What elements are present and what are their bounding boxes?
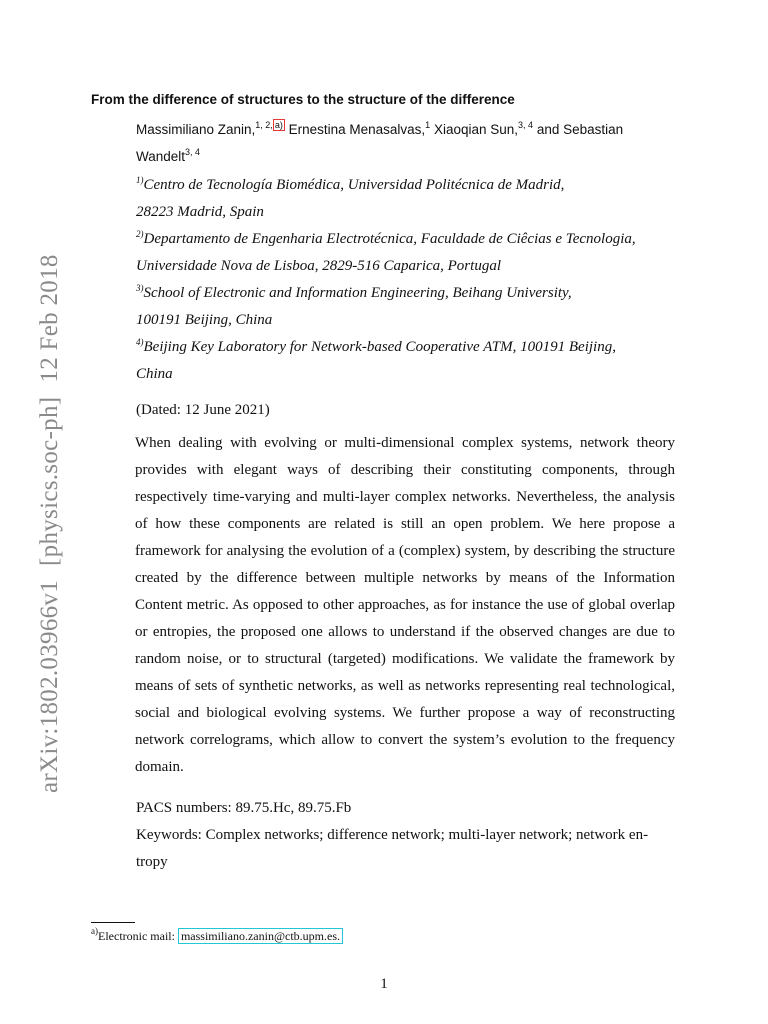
affiliation-text: School of Electronic and Information Engineering, Beihang University,	[143, 285, 572, 301]
footnote-rule	[91, 922, 135, 923]
affiliation-text: Centro de Tecnología Biomédica, Universidad Politécnica de Madrid,	[143, 177, 565, 193]
arxiv-date: 12 Feb 2018	[36, 254, 63, 383]
dated-line: (Dated: 12 June 2021)	[136, 402, 270, 418]
affiliation-3-line-2: 100191 Beijing, China	[136, 312, 273, 328]
affiliation-1-line-1	[136, 177, 564, 194]
author-name: Massimiliano Zanin,	[136, 122, 256, 137]
affiliation-1-line-2: 28223 Madrid, Spain	[136, 204, 264, 220]
affiliation-4-line-1	[136, 339, 616, 356]
keywords-line-1: Keywords: Complex networks; difference network; multi-layer network; network en-	[136, 827, 649, 843]
footnote-label: Electronic mail:	[98, 929, 175, 943]
paper-title: From the difference of structures to the structure of the difference	[91, 92, 515, 107]
page-number: 1	[380, 976, 388, 992]
affiliation-mark: 1)	[136, 175, 144, 185]
abstract: When dealing with evolving or multi-dimensional complex systems, network theory provides with elegant ways of describing their constituting components, through respectively time-varying and multi-layer complex networks. Nevertheless, the analysis of how these components are related is still an open problem. We here propose a framework for analysing the evolution of a (complex) system, by describing the structure created by the difference between multiple networks by means of the Information Content metric. As opposed to other approaches, as for instance the use of global overlap or entropies, the proposed one allows to understand if the observed changes are due to random noise, or to structural (targeted) modifications. We validate the framework by means of sets of synthetic networks, as well as networks representing real technological, social and biological evolving systems. We further propose a way of reconstructing network correlograms, which allow to convert the system’s evolution to the frequency domain.	[135, 435, 675, 775]
affiliation-mark: 4)	[136, 337, 144, 347]
email-link[interactable]: massimiliano.zanin@ctb.upm.es.	[178, 928, 343, 944]
affiliation-mark: 2)	[136, 229, 144, 239]
author-line-1	[136, 122, 623, 137]
affiliation-2-line-2: Universidade Nova de Lisboa, 2829-516 Caparica, Portugal	[136, 258, 501, 274]
arxiv-id: arXiv:1802.03966v1	[36, 579, 63, 793]
author-line-2	[136, 149, 200, 164]
author-name: Wandelt	[136, 149, 186, 164]
author-footnote-link[interactable]: a)	[274, 120, 283, 130]
author-name: Ernestina Menasalvas,	[288, 122, 426, 137]
affiliation-3-line-1	[136, 285, 572, 302]
keywords-line-2: tropy	[136, 854, 168, 870]
author-affil-sup: 3, 4	[518, 120, 534, 130]
author-affil-sup: 1	[425, 120, 431, 130]
footnote	[91, 926, 343, 944]
author-name: Xiaoqian Sun,	[433, 122, 519, 137]
affiliation-4-line-2: China	[136, 366, 173, 382]
affiliation-text: Beijing Key Laboratory for Network-based Cooperative ATM, 100191 Beijing,	[143, 339, 616, 355]
pacs-numbers: PACS numbers: 89.75.Hc, 89.75.Fb	[136, 800, 352, 816]
author-affil-sup: 3, 4	[185, 147, 201, 157]
affiliation-mark: 3)	[136, 283, 144, 293]
arxiv-identifier	[36, 254, 64, 793]
affiliation-2-line-1	[136, 231, 636, 248]
author-conjunction: and Sebastian	[536, 122, 624, 137]
arxiv-category: [physics.soc-ph]	[36, 396, 63, 566]
author-affil-sup: 1, 2,	[255, 120, 273, 130]
footnote-mark: a)	[91, 926, 98, 936]
affiliation-text: Departamento de Engenharia Electrotécnica, Faculdade de Ciêcias e Tecnologia,	[143, 231, 636, 247]
